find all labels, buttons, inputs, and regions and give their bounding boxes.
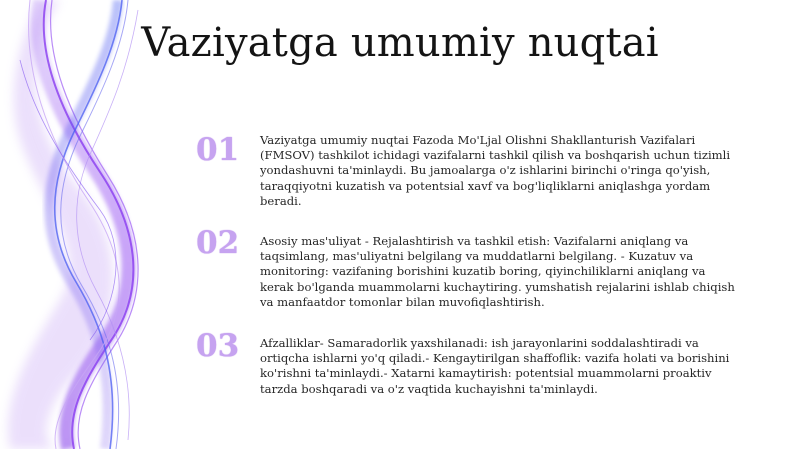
smoke-ribbon-decoration: [0, 0, 190, 449]
item-number: 03: [196, 328, 240, 364]
item-number: 02: [196, 225, 240, 261]
slide-title: Vaziyatga umumiy nuqtai: [141, 20, 659, 66]
item-text: Asosiy mas'uliyat - Rejalashtirish va tashkil etish: Vazifalarni aniqlang va taqsimlang, mas'uliyatni belgilang va muddatlarni belgilang. - Kuzatuv va monitoring: vazifaning borishini kuzatib boring, qiyinchiliklarni aniqlang va kerak bo'lganda muammolarni kuchaytiring. yumshatish rejalarini ishlab chiqish va manfaatdor tomonlar bilan muvofiqlashtirish.: [260, 234, 735, 309]
item-text: Afzalliklar- Samaradorlik yaxshilanadi: ish jarayonlarini soddalashtiradi va ortiqcha ishlarni yo'q qiladi.- Kengaytirilgan shaffoflik: vazifa holati va borishini ko'rishni ta'minlaydi.- Xatarni kamaytirish: potentsial muammolarni proaktiv tarzda boshqaradi va o'z vaqtida kuchayishni ta'minlaydi.: [260, 336, 730, 396]
item-text: Vaziyatga umumiy nuqtai Fazoda Mo'Ljal Olishni Shakllanturish Vazifalari (FMSOV) tashkilot ichidagi vazifalarni tashkil qilish va boshqarish uchun tizimli yondashuvni ta'minlaydi. Bu jamoalarga o'z ishlarini birinchi o'ringa qo'yish, taraqqiyotni kuzatish va potentsial xavf va bog'liqliklarni aniqlashga yordam beradi.: [260, 133, 731, 208]
item-number: 01: [196, 132, 240, 168]
